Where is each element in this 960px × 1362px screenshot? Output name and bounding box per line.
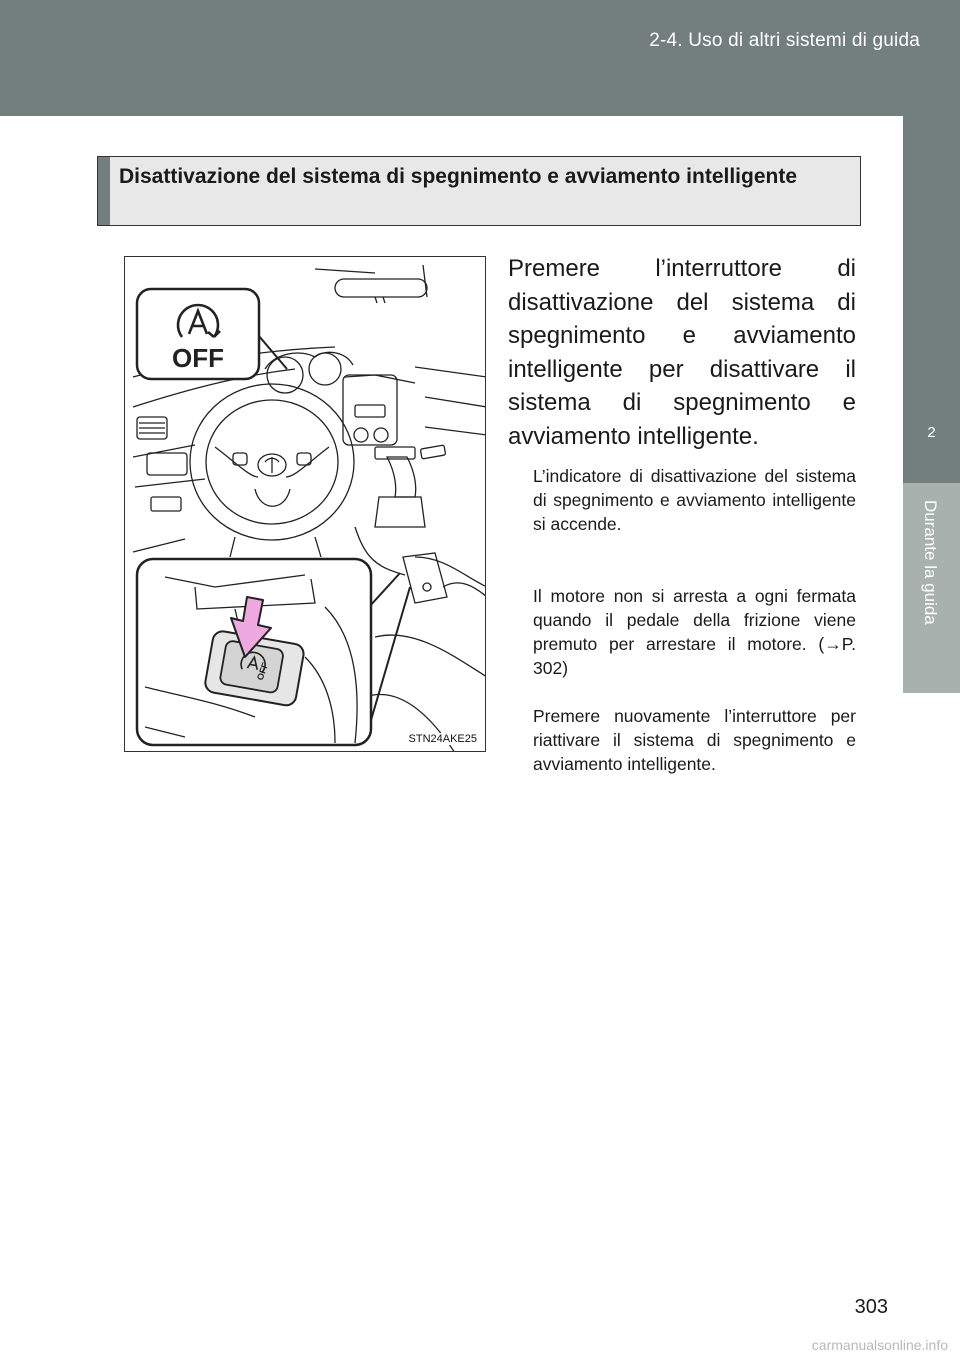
- note-engine: Il motore non si arresta a ogni fermata quando il pedale della frizione viene premuto per arrestare il motore. (→P. 302): [533, 586, 856, 678]
- main-instruction: Premere l’interruttore di disattivazione del sistema di spegnimento e avviamento intelligente per disattivare il sistema di spegnimento e avviamento intelligente.: [508, 255, 856, 450]
- dashboard-illustration: [124, 256, 486, 752]
- switch-label: OFF: [254, 661, 271, 682]
- callout-letter: OFF: [172, 343, 224, 373]
- header-title: 2-4. Uso di altri sistemi di guida: [649, 30, 920, 51]
- dashboard-drawing: [125, 257, 486, 752]
- note-reactivate: Premere nuovamente l’interruttore per riattivare il sistema di spegnimento e avviamento intelligente.: [533, 706, 856, 774]
- note-indicator: L’indicatore di disattivazione del sistema di spegnimento e avviamento intelligente si accende.: [533, 466, 856, 534]
- page-number: 303: [854, 1296, 888, 1318]
- section-bar: [98, 157, 110, 225]
- header-band: [0, 0, 960, 116]
- chapter-number: 2: [927, 424, 936, 441]
- section-header: [97, 156, 861, 226]
- section-title: Disattivazione del sistema di spegnimento e avviamento intelligente: [119, 165, 798, 188]
- figure-code: STN24AKE25: [408, 733, 477, 745]
- watermark: carmanualsonline.info: [811, 1337, 948, 1353]
- chapter-label: Durante la guida: [921, 500, 940, 625]
